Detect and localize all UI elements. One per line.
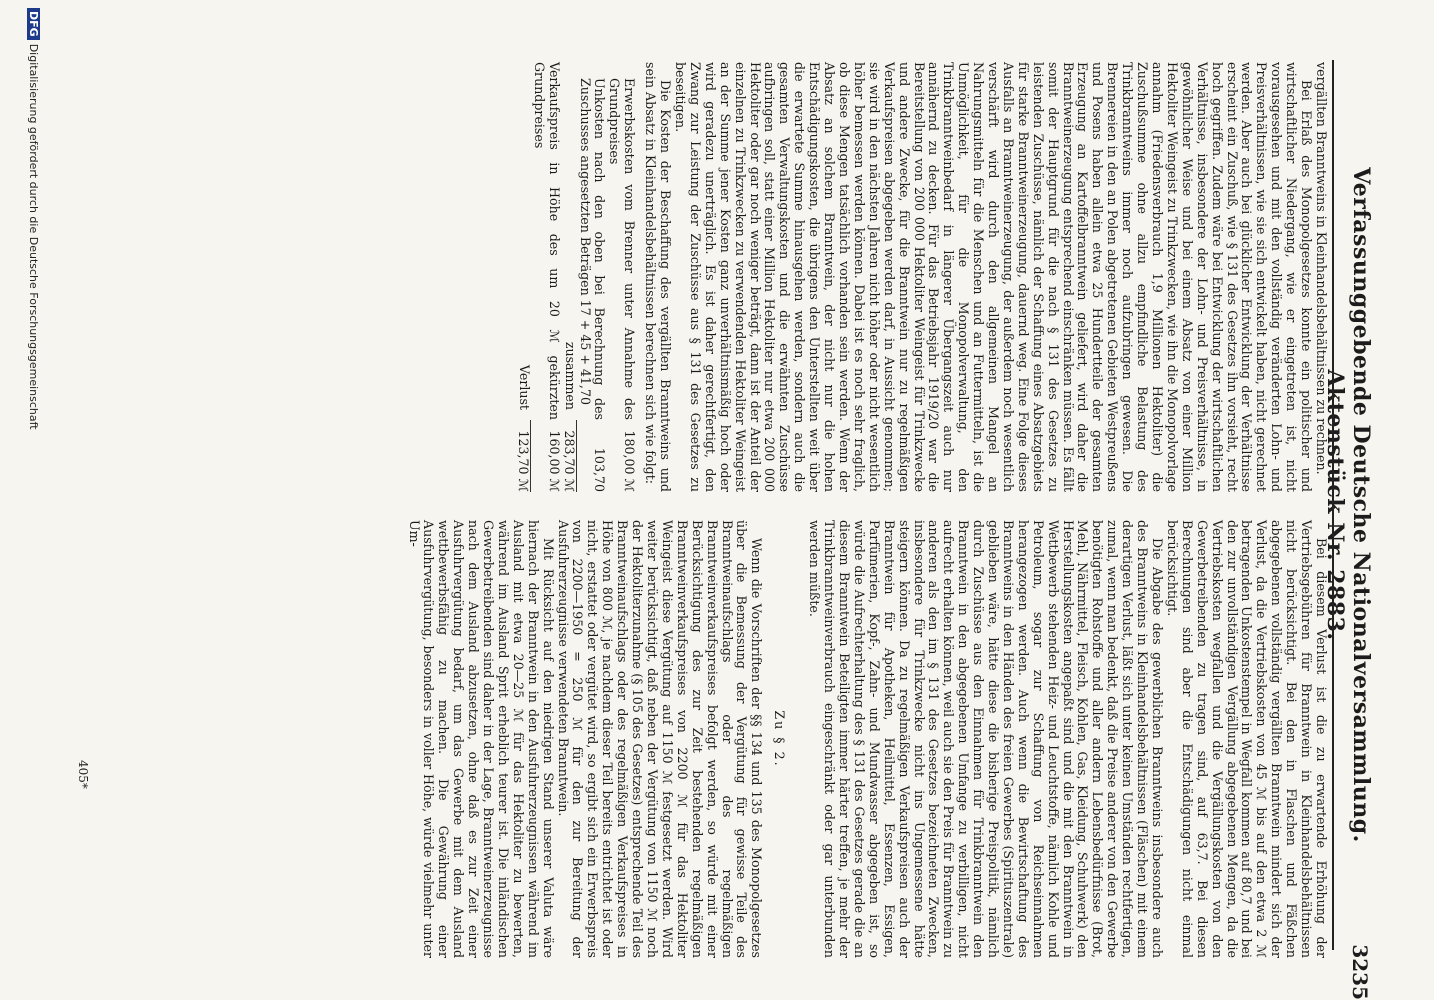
- calc-value: 283,70 ℳ: [561, 420, 577, 492]
- paragraph: Mit Rücksicht auf den niedrigen Stand unserer Valuta wäre hiernach der Branntwein in den Ausfuhrerzeugnissen während im Ausland mit etwa 20—25 ℳ für das Hektoliter zu bewerten, während im Ausland Sprit erheblich teurer ist. Die inländischen Gewerbetreibenden sind daher in der Lage, Branntweinerzeugnisse nach dem Ausland abzusetzen, ohne daß es zur Zeit einer Ausfuhrvergütung bedarf, um das Gewerbe mit dem Ausland wettbewerbsfähig zu machen. Die Gewährung einer Ausfuhrvergütung, besonders in voller Höhe, würde vielmehr unter Um-: [406, 520, 556, 958]
- calc-value: 160,00 ℳ: [546, 430, 562, 492]
- digitization-credit: [20, 0, 40, 1000]
- cost-calculation: [515, 62, 636, 492]
- paragraph: Die Kosten der Beschaffung des vergällten Branntweins und sein Absatz in Kleinhandelsbehältnissen berechnen sich wie folgt:: [643, 62, 674, 492]
- page-header: [1322, 120, 1380, 1000]
- paragraph: Bei Erlaß des Monopolgesetzes konnte ein politischer und wirtschaftlicher Niedergang, wie er eingetreten ist, nicht vorausgesehen und mit den vollständig veränderten Lohn- und Preisverhältnissen, wie sie sich entwickelt haben, nicht gerechnet werden. Aber auch bei glücklicher Entwicklung der Verhältnisse erscheint ein Zuschuß, wie § 131 des Gesetzes ihn vorsieht, recht hoch gegriffen. Zudem wäre bei Entwicklung der wirtschaftlichen Verhältnisse, insbesondere der Lohn- und Preisverhältnisse, in gewöhnlicher Weise und bei einem Absatz von einer Million Hektoliter Weingeist zu Trinkzwecken, wie ihn die Monopolvorlage annahm (Friedensverbrauch 1,9 Millionen Hektoliter) die Zuschußsumme ohne allzu empfindliche Belastung des Trinkbranntweins immer noch aufzubringen gewesen. Die Brennereien in den an Polen abgetretenen Gebieten Westpreußens und Posens haben allein etwa 25 Hundertteile der gesamten Erzeugung an Kartoffelbranntwein geliefert, wird daher die Branntweinerzeugung entsprechend einschränken müssen. Es fällt somit der Hauptgrund für die nach § 131 des Gesetzes zu leistenden Zuschüsse, nämlich der Schaffung eines Absatzgebiets für starke Branntweinerzeugung, dauernd weg. Eine Folge dieses Ausfalls an Branntweinerzeugung, der außerdem noch wesentlich verschärft wird durch den allgemeinen Mangel an Nahrungsmitteln für die Menschen und an Futtermitteln, ist die Unmöglichkeit, für die Monopolverwaltung, den Trinkbranntweinbedarf in längerer Übergangszeit auch nur annähernd zu decken. Für das Betriebsjahr 1919/20 war die Bereitstellung von 200 000 Hektoliter Weingeist für Trinkzwecke und andere Zwecke, für die Branntwein nur zu regelmäßigen Verkaufspreisen abgegeben werden darf, in Aussicht genommen; sie wird in den nächsten Jahren nicht höher oder nicht wesentlich höher bemessen werden können. Dabei ist es noch sehr fraglich, ob diese Mengen tatsächlich vorhanden sein werden. Wenn der Absatz an solchem Branntwein, der nicht nur die hohen Entschädigungskosten, die übrigens den Unterstellten weit über die erwartete Summe hinausgehen werden, sondern auch die gesamten Verwaltungskosten und die erwähnten Zuschüsse aufbringen soll, statt einer Million Hektoliter nur etwa 200 000 Hektoliter oder gar noch weniger beträgt, dann ist der Anteil der einzelnen zu Trinkzwecken zu verwendenden Hektoliter Weingeist an der Summe jener Kosten ganz unverhältnismäßig hoch oder wird geradezu unerträglich. Es ist daher gerechtfertigt, den Zwang zur Leistung der Zuschüsse aus § 131 des Gesetzes zu beseitigen.: [673, 62, 1315, 492]
- calc-label: Verlust: [516, 364, 532, 410]
- paragraph: Bei diesem Verlust ist die zu erwartende Erhöhung der Vertriebsgebühren für Branntwein in Kleinhandelsbehältnissen nicht berücksichtigt. Bei den in Flaschen und Fäßchen abgegebenen vollständig vergällten Branntwein mindert sich der Verlust, da die Vertriebskosten von 45 ℳ bis auf den etwa 2 ℳ betragenden Unkostenstempel in Wegfall kommen auf 80,7 und bei den zur unvollständigen Vergällung abgegebenen Mengen, da die Vertriebskosten wegfallen und die Vergällungskosten von den Gewerbetreibenden zu tragen sind, auf 63,7. Bei diesen Berechnungen sind aber die Entschädigungen nicht einmal berücksichtigt.: [1164, 520, 1329, 958]
- calc-label: zusammen: [562, 341, 578, 410]
- paragraph: Wenn die Vorschriften der §§ 134 und 135 des Monopolgesetzes über die Bemessung der Vergütung für gewisse Teile des Branntweinaufschlags oder des regelmäßigen Branntweinverkaufspreises befolgt werden, so würde mit einer Berücksichtigung des zur Zeit bestehenden regelmäßigen Branntweinverkaufspreises von 2200 ℳ für das Hektoliter Weingeist diese Vergütung auf 1150 ℳ festgesetzt werden. Wird weiter berücksichtigt, daß neben der Vergütung von 1150 ℳ noch der Hektoliterzunahme (§ 105 des Gesetzes) entsprechende Teil des Branntweinaufschlags oder des regelmäßigen Verkaufspreises in Höhe von 800 ℳ, je nachdem dieser Teil bereits entrichtet ist oder nicht, erstattet oder vergütet wird, so ergibt sich ein Erwerbspreis von 2200—1950 = 250 ℳ für den zur Bereitung der Ausfuhrerzeugnisse verwendeten Branntwein.: [555, 520, 765, 958]
- calc-row: [577, 62, 607, 492]
- paragraph: Die Abgabe des gewerblichen Branntweins insbesondere auch des Branntweins in Kleinhandelsbehältnissen (Fläschen) mit einem derartigen Verlust, läßt sich unter keinen Umständen rechtfertigen, zumal, wenn man bedenkt, daß die Preise anderer von den Gewerbe benötigten Rohstoffe und aller andern Lebensbedürfnisse (Brot, Mehl, Nährmittel, Fleisch, Kohlen, Gas, Kleidung, Schuhwerk) den Herstellungskosten angepaßt sind und die mit den Branntwein in Wettbewerb stehenden Heiz- und Leuchtstoffe, nämlich Kohle und Petroleum, sogar zur Schaffung von Reichseinnahmen herangezogen werden. Auch wenn die Bewirtschaftung des Branntweins in den Händen des freien Gewerbes (Spirituszentrale) geblieben wäre, hätte diese die bisherige Preispolitik, nämlich durch Zuschüsse aus den Einnahmen für Trinkbranntwein den Branntwein in den abgegebenen Umfange zu verbilligen, nicht aufrecht erhalten können, weil auch sie den Preis für Branntwein zu anderen als den im § 131 des Gesetzes bezeichneten Zwecken, insbesondere für Trinkzwecke nicht ins Ungemessene hätte steigern können. Da zu regelmäßigen Verkaufspreisen auch der Branntwein für Apotheken, Heilmittel, Essenzen, Essigen, Parfümerien, Kopf-, Zahn- und Mundwasser abgegeben ist, so würde die Aufrechterhaltung des § 131 des Gesetzes gerade die an diesem Branntwein Beteiligten immer härter treffen, je mehr der Trinkbranntweinverbrauch eingeschränkt oder gar unterbunden werden müßte.: [807, 520, 1166, 958]
- signature-mark: 405*: [76, 760, 90, 789]
- calc-row: [561, 62, 577, 492]
- calc-row: [515, 62, 531, 492]
- section-heading: Zu § 2.: [772, 710, 788, 768]
- calc-label: Unkosten nach den oben bei Berechnung des Zuschusses angesetzten Beträgen 17 + 45 + 41,70: [577, 78, 608, 420]
- credit-text: Digitalisierung gefördert durch die Deutsche Forschungsgemeinschaft: [27, 43, 40, 430]
- calc-value: 123,70 ℳ: [515, 420, 531, 492]
- credit-line: [27, 8, 40, 430]
- right-column: [406, 520, 1328, 958]
- calc-row: [607, 62, 637, 492]
- paragraph: vergällten Branntweins in Kleinhandelsbehältnissen zu rechnen.: [1314, 62, 1329, 475]
- header-rule: [1332, 60, 1334, 950]
- running-title: Verfassunggebende Deutsche Nationalversammlung. Aktenstück Nr. 2883.: [1322, 167, 1374, 843]
- calc-label: Verkaufspreis in Höhe des um 20 ℳ gekürzten Grundpreises: [531, 62, 562, 420]
- left-column: [515, 62, 1328, 492]
- calc-row: [531, 62, 561, 492]
- dfg-logo: DFG: [27, 8, 40, 40]
- page-number: 3235: [1348, 944, 1372, 1000]
- calc-label: Erwerbskosten vom Brenner unter Annahme des Grundpreises: [607, 78, 638, 420]
- calc-value: 103,70: [592, 447, 608, 492]
- calc-value: 180,00 ℳ: [622, 430, 638, 492]
